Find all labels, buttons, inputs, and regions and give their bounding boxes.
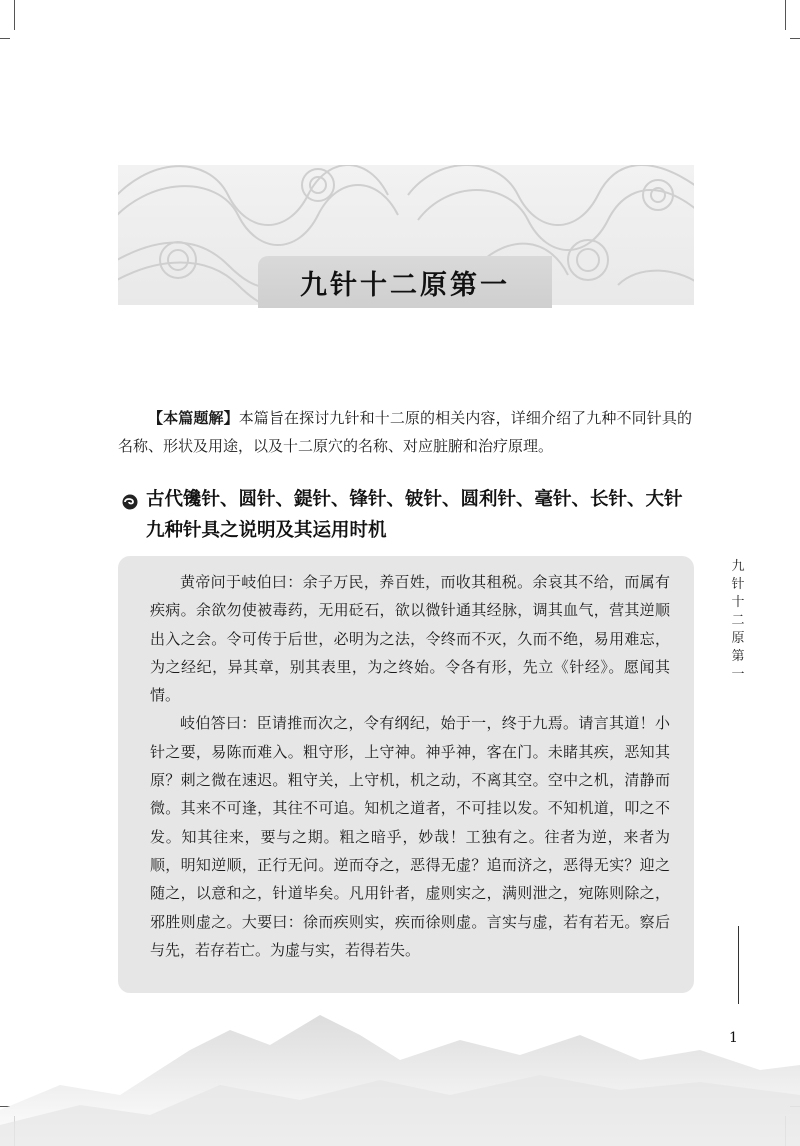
- side-tab-char: 九: [731, 559, 745, 574]
- swirl-bullet-icon: [121, 493, 139, 511]
- side-tab-char: 原: [731, 631, 745, 646]
- chapter-title-box: [258, 256, 552, 308]
- mountain-landscape-icon: [0, 990, 800, 1146]
- classic-paragraph-1: 黄帝问于岐伯曰：余子万民，养百姓，而收其租税。余哀其不给，而属有疾病。余欲勿使被毒药，无用砭石，欲以微针通其经脉，调其血气，营其逆顺出入之会。令可传于后世，必明为之法，令终而不灭，久而不绝，易用难忘，为之经纪，异其章，别其表里，为之终始。令各有形，先立《针经》。愿闻其情。: [150, 573, 670, 705]
- page-number: 1: [729, 1030, 738, 1046]
- section-heading: 古代镵针、圆针、鍉针、锋针、铍针、圆利针、毫针、长针、大针九种针具之说明及其运用时机: [146, 489, 683, 541]
- intro-paragraph: [118, 404, 692, 460]
- intro-text: 本篇旨在探讨九针和十二原的相关内容，详细介绍了九种不同针具的名称、形状及用途，以及十二原穴的名称、对应脏腑和治疗原理。: [118, 409, 692, 455]
- crop-mark: [790, 38, 800, 39]
- crop-mark: [14, 0, 15, 30]
- side-tab-char: 针: [731, 577, 745, 592]
- side-chapter-tab: [727, 558, 749, 684]
- chapter-title: 九针十二原第一: [300, 269, 510, 301]
- side-tab-char: 一: [731, 667, 745, 682]
- side-tab-char: 二: [731, 613, 745, 628]
- crop-mark: [785, 0, 786, 30]
- intro-lead: 【本篇题解】: [148, 409, 239, 427]
- side-tab-char: 第: [731, 649, 745, 664]
- classic-paragraph-2: 岐伯答曰：臣请推而次之，令有纲纪，始于一，终于九焉。请言其道！小针之要，易陈而难入。粗守形，上守神。神乎神，客在门。未睹其疾，恶知其原？刺之微在速迟。粗守关，上守机，机之动，不离其空。空中之机，清静而微。其来不可逢，其往不可追。知机之道者，不可挂以发。不知机道，叩之不发。知其往来，要与之期。粗之暗乎，妙哉！工独有之。往者为逆，来者为顺，明知逆顺，正行无问。逆而夺之，恶得无虚？追而济之，恶得无实？迎之随之，以意和之，针道毕矣。凡用针者，虚则实之，满则泄之，宛陈则除之，邪胜则虚之。大要曰：徐而疾则实，疾而徐则虚。言实与虚，若有若无。察后与先，若存若亡。为虚与实，若得若失。: [150, 714, 670, 959]
- crop-mark: [0, 38, 10, 39]
- side-tab-char: 十: [731, 595, 745, 610]
- classic-text: [150, 568, 670, 964]
